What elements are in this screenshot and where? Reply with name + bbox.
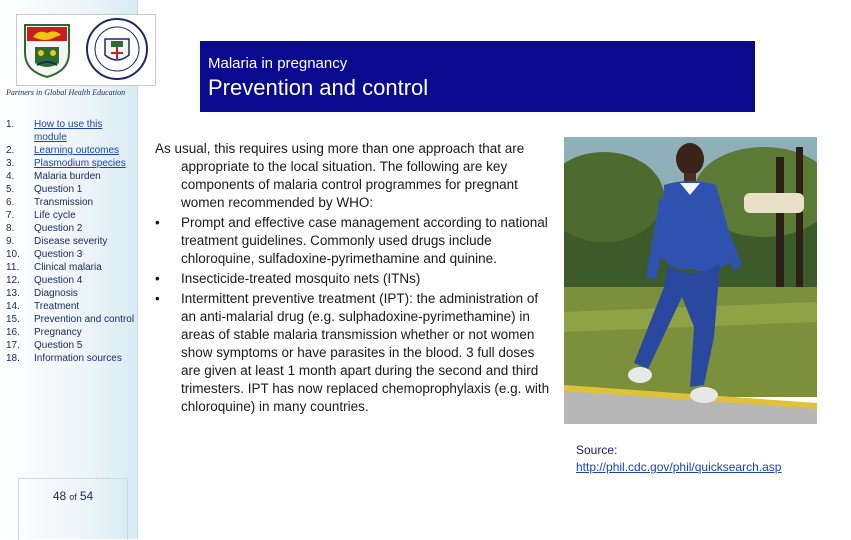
- nav-label[interactable]: Question 3: [34, 249, 83, 260]
- bullet-icon: •: [155, 271, 160, 286]
- slide-title: Prevention and control: [208, 75, 429, 100]
- nav-number: 4.: [6, 171, 15, 182]
- slide-body: [155, 140, 550, 416]
- nav-item[interactable]: [0, 261, 137, 274]
- page-counter: [18, 478, 128, 540]
- nav-label[interactable]: Malaria burden: [34, 171, 101, 182]
- nav-number: 16.: [6, 327, 20, 338]
- nav-item[interactable]: [0, 118, 137, 144]
- nav-number: 10.: [6, 249, 20, 260]
- nav-number: 6.: [6, 197, 15, 208]
- nav-item[interactable]: [0, 274, 137, 287]
- slide-subtitle: Malaria in pregnancy: [208, 55, 348, 72]
- bullet-text: Prompt and effective case management according to national treatment guidelines. Commonly used drugs include chloroquine, sulfadoxine-pyrimethamine and quinine.: [181, 215, 548, 266]
- nav-label[interactable]: Treatment: [34, 301, 80, 312]
- nav-label[interactable]: Question 1: [34, 184, 83, 195]
- nav-link-learning-outcomes[interactable]: Learning outcomes: [34, 145, 120, 156]
- nav-label[interactable]: Life cycle: [34, 210, 76, 221]
- nav-number: 1.: [6, 119, 15, 130]
- nav-item[interactable]: [0, 222, 137, 235]
- nav-number: 17.: [6, 340, 20, 351]
- nav-item[interactable]: [0, 170, 137, 183]
- source-credit: [576, 442, 781, 476]
- page-total: 54: [79, 489, 94, 503]
- nav-number: 9.: [6, 236, 15, 247]
- nav-link-how-to-use[interactable]: How to use this module: [34, 119, 103, 143]
- nav-label[interactable]: Disease severity: [34, 236, 108, 247]
- nav-number: 14.: [6, 301, 20, 312]
- bullet-icon: •: [155, 215, 160, 230]
- nav-item[interactable]: [0, 339, 137, 352]
- nav-label[interactable]: Question 4: [34, 275, 83, 286]
- nav-number: 3.: [6, 158, 15, 169]
- page-current: 48: [52, 489, 67, 503]
- nav-item[interactable]: [0, 248, 137, 261]
- nav-label[interactable]: Clinical malaria: [34, 262, 102, 273]
- pregnant-woman-walking-photo: [564, 137, 817, 424]
- nav-item[interactable]: [0, 313, 137, 326]
- nav-number: 12.: [6, 275, 20, 286]
- nav-item[interactable]: [0, 326, 137, 339]
- nav-number: 2.: [6, 145, 15, 156]
- nav-number: 5.: [6, 184, 15, 195]
- nav-label[interactable]: Diagnosis: [34, 288, 78, 299]
- nav-link-plasmodium-species[interactable]: Plasmodium species: [34, 158, 126, 169]
- intro-paragraph: As usual, this requires using more than one approach that are appropriate to the local situation. The following are key components of malaria control programmes for pregnant women recommended by WHO:: [155, 141, 525, 210]
- nav-label[interactable]: Pregnancy: [34, 327, 82, 338]
- nav-label[interactable]: Question 2: [34, 223, 83, 234]
- bullet-item: [155, 214, 550, 268]
- nav-item[interactable]: [0, 157, 137, 170]
- nav-item[interactable]: [0, 144, 137, 157]
- nav-item[interactable]: [0, 287, 137, 300]
- nav-number: 13.: [6, 288, 20, 299]
- nav-label[interactable]: Information sources: [34, 353, 122, 364]
- nav-number: 7.: [6, 210, 15, 221]
- nav-item[interactable]: [0, 183, 137, 196]
- page-number: [19, 489, 127, 503]
- logos-panel: [16, 14, 156, 86]
- university-crest-icon: [17, 15, 155, 85]
- bullet-icon: •: [155, 291, 160, 306]
- nav-label[interactable]: Prevention and control: [34, 314, 135, 325]
- nav-number: 8.: [6, 223, 15, 234]
- bullet-item: [155, 270, 550, 288]
- bullet-item: [155, 290, 550, 416]
- nav-item[interactable]: [0, 209, 137, 222]
- nav-item[interactable]: [0, 235, 137, 248]
- nav-item[interactable]: [0, 196, 137, 209]
- nav-number: 15.: [6, 314, 20, 325]
- source-label: Source:: [576, 443, 618, 457]
- page-of: of: [69, 492, 77, 502]
- source-link[interactable]: http://phil.cdc.gov/phil/quicksearch.asp: [576, 460, 782, 474]
- slide-header: [200, 41, 755, 112]
- nav-item[interactable]: [0, 300, 137, 313]
- partners-text: Partners in Global Health Education: [6, 88, 126, 97]
- module-navigation: [0, 118, 137, 365]
- nav-item[interactable]: [0, 352, 137, 365]
- nav-label[interactable]: Question 5: [34, 340, 83, 351]
- bullet-text: Intermittent preventive treatment (IPT): the administration of an anti-malarial drug (e.g. sulphadoxine-pyrimethamine) in areas of stable malaria transmission whether or not women show symptoms or have parasites in the blood. 3 full doses are given at least 1 month apart during the second and third trimesters. IPT has now replaced chemoprophylaxis (e.g. with chloroquine) in many countries.: [181, 291, 550, 414]
- nav-number: 18.: [6, 353, 20, 364]
- nav-label[interactable]: Transmission: [34, 197, 94, 208]
- bullet-text: Insecticide-treated mosquito nets (ITNs): [181, 271, 421, 286]
- nav-number: 11.: [6, 262, 20, 273]
